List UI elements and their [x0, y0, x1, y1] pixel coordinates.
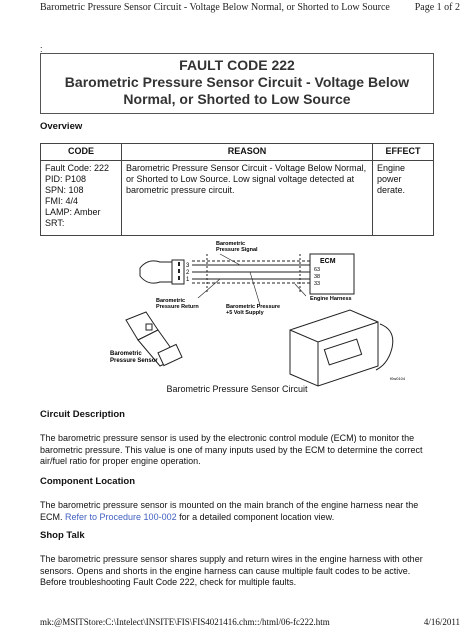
header-title: Barometric Pressure Sensor Circuit - Voltage Below Normal, or Shorted to Low Source	[40, 2, 390, 13]
ecm-label: ECM	[320, 258, 336, 265]
code-line: FMI: 4/4	[45, 196, 79, 206]
fault-title-box	[40, 53, 434, 114]
effect-cell: Engine power derate.	[373, 161, 434, 236]
sensor-connector-graphic	[140, 260, 184, 284]
stray-colon: :	[40, 44, 43, 54]
page-header	[40, 2, 460, 13]
code-line: LAMP: Amber	[45, 207, 101, 217]
code-line: Fault Code: 222	[45, 163, 110, 173]
signal-label-2: Pressure Signal	[216, 247, 258, 253]
wiring-diagram	[110, 240, 420, 395]
fault-title-line-3: Normal, or Shorted to Low Source	[123, 91, 351, 107]
code-cell	[41, 161, 122, 236]
procedure-link[interactable]: Refer to Procedure 100-002	[65, 511, 177, 522]
ecm-module-graphic	[290, 310, 393, 386]
column-header-code: CODE	[41, 144, 122, 161]
fault-code-title: FAULT CODE 222	[179, 57, 295, 73]
file-path: mk:@MSITStore:C:\Intelect\INSITE\FIS\FIS4021416.chm::/html/06-fc222.htm	[40, 617, 330, 627]
return-label-2: Pressure Return	[156, 304, 199, 310]
sensor-label-2: Pressure Sensor	[110, 358, 158, 364]
page-number: Page 1 of 2	[414, 2, 460, 13]
fault-code-table	[40, 143, 434, 236]
diagram-caption: Barometric Pressure Sensor Circuit	[166, 384, 308, 394]
code-line: SRT:	[45, 218, 65, 228]
return-label-1: Barometric	[156, 298, 186, 304]
pin-33-label: 33	[314, 281, 321, 287]
print-date: 4/16/2011	[423, 617, 460, 627]
overview-heading: Overview	[40, 121, 83, 132]
column-header-reason: REASON	[122, 144, 373, 161]
code-line: SPN: 108	[45, 185, 84, 195]
circuit-description-heading: Circuit Description	[40, 409, 125, 420]
fault-title-line-2: Barometric Pressure Sensor Circuit - Voltage Below	[64, 74, 410, 90]
code-line: PID: P108	[45, 174, 87, 184]
pin-2-label: 2	[186, 270, 190, 276]
circuit-description-text: The barometric pressure sensor is used by the electronic control module (ECM) to monitor the barometric pressure. This value is one of many inputs used by the ECM to determine the correct air/fuel ratio for proper engine operation.	[40, 433, 423, 466]
shop-talk-heading: Shop Talk	[40, 530, 85, 541]
pin-1-label: 1	[186, 277, 190, 283]
column-header-effect: EFFECT	[373, 144, 434, 161]
pin-3-label: 3	[186, 263, 190, 269]
table-header-row	[41, 144, 434, 161]
shop-talk-text: The barometric pressure sensor shares supply and return wires in the engine harness with other sensors. Opens and shorts in the engine harness can cause multiple fault codes to be active. Before troubleshooting Fault Code 222, check for multiple faults.	[40, 554, 423, 587]
component-text-before: The barometric pressure sensor is mounted on the main branch of the engine harness near the ECM.	[40, 500, 419, 522]
sensor-label-1: Barometric	[110, 351, 142, 357]
harness-label: Engine Harness	[310, 296, 352, 302]
page-footer	[40, 617, 460, 627]
supply-label-1: Barometric Pressure	[226, 304, 281, 310]
pin-38-label: 38	[314, 274, 321, 280]
figure-id: f0w0104	[390, 376, 406, 381]
component-location-heading: Component Location	[40, 476, 135, 487]
component-location-text	[40, 500, 434, 523]
signal-label-1: Barometric	[216, 241, 246, 247]
table-row	[41, 161, 434, 236]
component-text-after: for a detailed component location view.	[176, 511, 335, 522]
reason-cell: Barometric Pressure Sensor Circuit - Voltage Below Normal, or Shorted to Low Source. Low signal voltage detected at barometric pressure circuit.	[122, 161, 373, 236]
supply-label-2: +5 Volt Supply	[226, 310, 264, 316]
pin-63-label: 63	[314, 267, 321, 273]
